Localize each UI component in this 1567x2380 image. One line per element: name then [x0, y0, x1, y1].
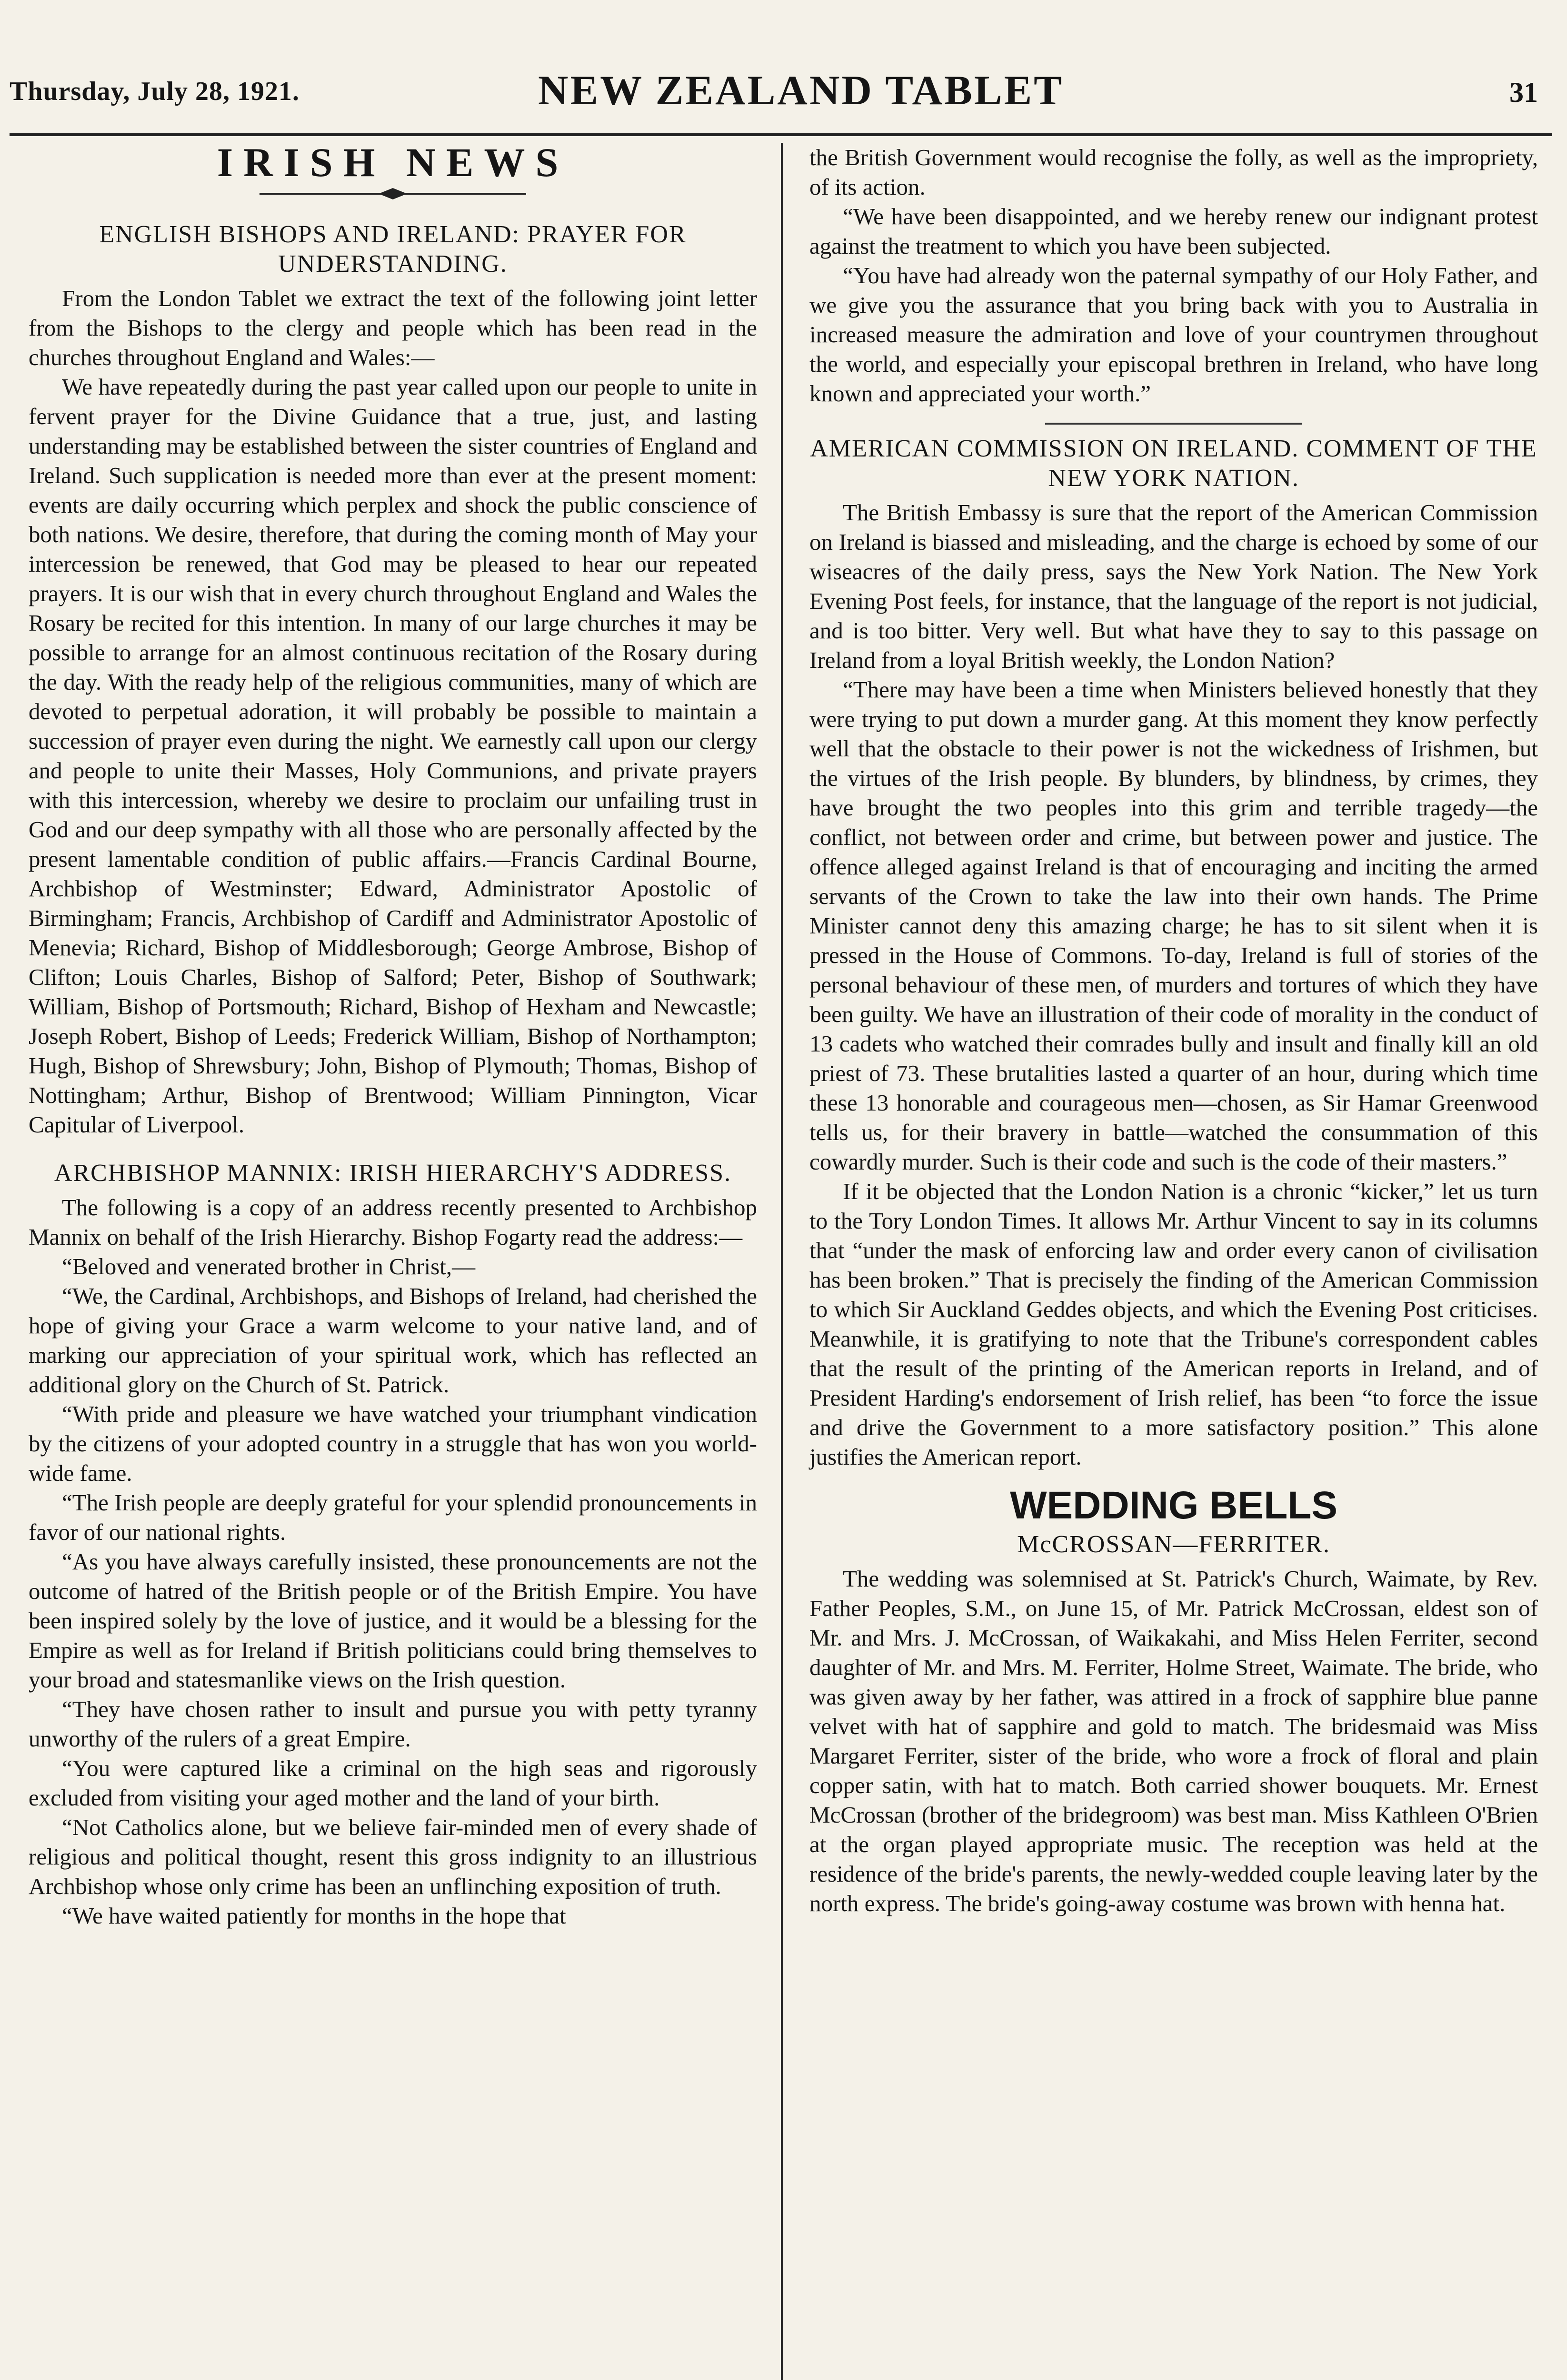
article-paragraph: The British Embassy is sure that the report of the American Commission on Ireland is biassed and misleading, and the charge is echoed by some of our wiseacres of the daily press, says the New York Nation. The New York Evening Post feels, for instance, that the language of the report is not judicial, and is too bitter. Very well. But what have they to say to this passage on Ireland from a loyal British weekly, the London Nation? [809, 499, 1538, 673]
article-paragraph: The following is a copy of an address recently presented to Archbishop Mannix on behalf of the Irish Hierarchy. Bishop Fogarty read the address:— [29, 1194, 757, 1250]
ornament-divider [260, 187, 526, 201]
section-title-wedding-bells: WEDDING BELLS [1010, 1484, 1337, 1527]
masthead [10, 52, 1552, 114]
wedding-heading: McCROSSAN—FERRITER. [1017, 1531, 1330, 1558]
article-paragraph: “The Irish people are deeply grateful for your splendid pronouncements in favor of our national rights. [29, 1489, 757, 1545]
section-title-irish-news: IRISH NEWS [217, 139, 569, 185]
article-paragraph: If it be objected that the London Nation is a chronic “kicker,” let us turn to the Tory London Times. It allows Mr. Arthur Vincent to say in its columns that “under the mask of enforcing law and order every canon of civilisation has been broken.” That is precisely the finding of the American Commission to which Sir Auckland Geddes objects, and which the Evening Post criticises. Meanwhile, it is gratifying to note that the Tribune's correspondent cables that the result of the printing of the American reports in Ireland, and of President Harding's endorsement of Irish relief, has been “to force the issue and drive the Government to a more satisfactory position.” This alone justifies the American report. [809, 1178, 1538, 1470]
masthead-rule [10, 133, 1552, 136]
left-column [29, 139, 757, 1931]
article-heading-mannix: ARCHBISHOP MANNIX: IRISH HIERARCHY'S ADDRESS. [54, 1160, 732, 1187]
right-column [809, 143, 1538, 1918]
article-heading-bishops: ENGLISH BISHOPS AND IRELAND: PRAYER FOR UNDERSTANDING. [99, 221, 687, 278]
article-paragraph: “There may have been a time when Ministers believed honestly that they were trying to put down a murder gang. At this moment they know perfectly well that the obstacle to their power is not the wickedness of Irishmen, but the virtues of the Irish people. By blunders, by blindness, by crimes, they have brought the two peoples into this grim and terrible tragedy—the conflict, not between order and crime, but between power and justice. The offence alleged against Ireland is that of encouraging and inciting the armed servants of the Crown to take the law into their own hands. The Prime Minister cannot deny this amazing charge; he has to sit silent when it is pressed in the House of Commons. To-day, Ireland is full of stories of the personal behaviour of these men, of murders and tortures of which they have been guilty. We have an illustration of their code of morality in the conduct of 13 cadets who watched their comrades bully and insult and finally kill an old priest of 73. These brutalities lasted a quarter of an hour, during which time these 13 honorable and courageous men—chosen, as Sir Hamar Greenwood tells us, for their bravery in battle—watched the consummation of this cowardly murder. Such is their code and such is the code of their masters.” [809, 676, 1538, 1175]
article-heading-american-commission: AMERICAN COMMISSION ON IRELAND. COMMENT OF THE NEW YORK NATION. [810, 435, 1537, 492]
issue-date: Thursday, July 28, 1921. [10, 77, 300, 106]
page-number: 31 [1509, 77, 1538, 108]
publication-title: NEW ZEALAND TABLET [538, 68, 1064, 114]
article-paragraph: “With pride and pleasure we have watched your triumphant vindication by the citizens of your adopted country in a struggle that has won you world-wide fame. [29, 1401, 757, 1486]
article-paragraph: “We have waited patiently for months in the hope that [62, 1903, 566, 1929]
article-paragraph: the British Government would recognise the folly, as well as the impropriety, of its action. [809, 144, 1538, 200]
article-paragraph: We have repeatedly during the past year called upon our people to unite in fervent prayer for the Divine Guidance that a true, just, and lasting understanding may be established between the sister countries of England and Ireland. Such supplication is needed more than ever at the present moment: events are daily occurring which perplex and shock the public conscience of both nations. We desire, therefore, that during the coming month of May your intercession be renewed, that God may be pleased to hear our repeated prayers. It is our wish that in every church throughout England and Wales the Rosary be recited for this intention. In many of our large churches it may be possible to arrange for an almost continuous recitation of the Rosary during the day. With the ready help of the religious communities, many of which are devoted to perpetual adoration, it will probably be possible to maintain a succession of prayer even during the night. We earnestly call upon our clergy and people to unite their Masses, Holy Communions, and private prayers with this intercession, whereby we desire to proclaim our unfailing trust in God and our deep sympathy with all those who are personally affected by the present lamentable condition of public affairs.—Francis Cardinal Bourne, Archbishop of Westminster; Edward, Administrator Apostolic of Birmingham; Francis, Archbishop of Cardiff and Administrator Apostolic of Menevia; Richard, Bishop of Middlesborough; George Ambrose, Bishop of Clifton; Louis Charles, Bishop of Salford; Peter, Bishop of Southwark; William, Bishop of Portsmouth; Richard, Bishop of Hexham and Newcastle; Joseph Robert, Bishop of Leeds; Frederick William, Bishop of Northampton; Hugh, Bishop of Shrewsbury; John, Bishop of Plymouth; Thomas, Bishop of Nottingham; Arthur, Bishop of Brentwood; William Pinnington, Vicar Capitular of Liverpool. [29, 374, 757, 1138]
article-paragraph: “Not Catholics alone, but we believe fair-minded men of every shade of religious and political thought, resent this gross indignity to an illustrious Archbishop whose only crime has been an unflinching exposition of truth. [29, 1814, 757, 1899]
article-paragraph: “We have been disappointed, and we hereby renew our indignant protest against the treatment to which you have been subjected. [809, 203, 1538, 259]
article-separator [1045, 423, 1302, 425]
article-paragraph: “You were captured like a criminal on the high seas and rigorously excluded from visiting your aged mother and the land of your birth. [29, 1755, 757, 1811]
column-divider [781, 143, 783, 2380]
article-paragraph: “You have had already won the paternal sympathy of our Holy Father, and we give you the assurance that you bring back with you to Australia in increased measure the admiration and love of your countrymen throughout the world, and especially your episcopal brethren in Ireland, who have long known and appreciated your worth.” [809, 262, 1538, 407]
article-paragraph: “We, the Cardinal, Archbishops, and Bishops of Ireland, had cherished the hope of giving your Grace a warm welcome to your native land, and of marking our appreciation of your spiritual work, which has reflected an additional glory on the Church of St. Patrick. [29, 1283, 757, 1398]
article-paragraph: From the London Tablet we extract the text of the following joint letter from the Bishops to the clergy and people which has been read in the churches throughout England and Wales:— [29, 285, 757, 370]
article-paragraph: “Beloved and venerated brother in Christ,— [62, 1253, 476, 1279]
wedding-paragraph: The wedding was solemnised at St. Patrick's Church, Waimate, by Rev. Father Peoples, S.M., on June 15, of Mr. Patrick McCrossan, eldest son of Mr. and Mrs. J. McCrossan, of Waikakahi, and Miss Helen Ferriter, second daughter of Mr. and Mrs. M. Ferriter, Holme Street, Waimate. The bride, who was given away by her father, was attired in a frock of sapphire blue panne velvet with hat of sapphire and gold to match. The bridesmaid was Miss Margaret Ferriter, sister of the bride, who wore a frock of floral and plain copper satin, with hat to match. Both carried shower bouquets. Mr. Ernest McCrossan (brother of the bridegroom) was best man. Miss Kathleen O'Brien at the organ played appropriate music. The reception was held at the residence of the bride's parents, the newly-wedded couple leaving later by the north express. The bride's going-away costume was brown with henna hat. [809, 1566, 1538, 1916]
article-paragraph: “They have chosen rather to insult and pursue you with petty tyranny unworthy of the rulers of a great Empire. [29, 1696, 757, 1752]
article-paragraph: “As you have always carefully insisted, these pronouncements are not the outcome of hatred of the British people or of the British Empire. You have been inspired solely by the love of justice, and it would be a blessing for the Empire as well as for Ireland if British politicians could bring themselves to your broad and statesmanlike views on the Irish question. [29, 1548, 757, 1693]
